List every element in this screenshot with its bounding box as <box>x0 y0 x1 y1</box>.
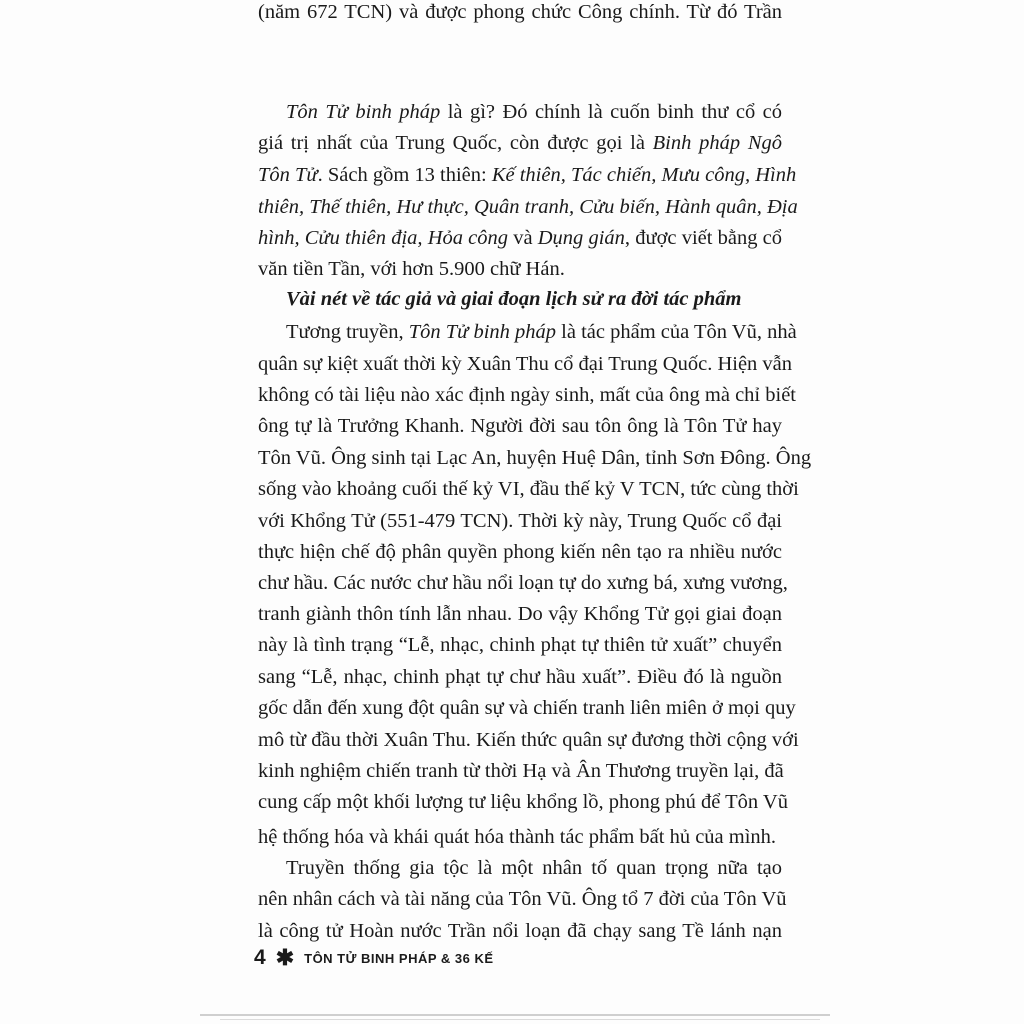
text-line <box>286 100 782 124</box>
text-line <box>258 446 812 470</box>
text-segment: giá trị nhất của Trung Quốc, còn được gọi là <box>258 132 653 154</box>
text-line <box>258 825 782 849</box>
text-segment: nên nhân cách và tài năng của Tôn Vũ. Ông tổ 7 đời của Tôn Vũ <box>258 888 787 910</box>
italic-text: hình, Cửu thiên địa, Hỏa công <box>258 227 509 249</box>
text-segment: là tác phẩm của Tôn Vũ, nhà <box>556 321 797 343</box>
text-line <box>258 887 787 911</box>
text-segment: là công tử Hoàn nước Trần nổi loạn đã chạy sang Tề lánh nạn <box>258 920 782 942</box>
text-line <box>258 0 782 24</box>
italic-text: Tôn Tử binh pháp <box>286 101 441 123</box>
text-line <box>258 602 782 626</box>
text-segment: văn tiền Tần, với hơn 5.900 chữ Hán. <box>258 258 565 280</box>
text-segment: . Sách gồm 13 thiên: <box>317 164 492 186</box>
page-footer <box>254 946 494 970</box>
text-segment: là gì? Đó chính là cuốn binh thư cổ có <box>440 101 782 123</box>
text-segment: Truyền thống gia tộc là một nhân tố quan trọng nữa tạo <box>286 857 782 879</box>
text-segment: cung cấp một khối lượng tư liệu khổng lồ, phong phú để Tôn Vũ <box>258 791 788 813</box>
text-line <box>286 320 797 344</box>
text-segment: ông tự là Trưởng Khanh. Người đời sau tôn ông là Tôn Tử hay <box>258 415 782 437</box>
text-line <box>286 856 782 880</box>
text-segment: gốc dẫn đến xung đột quân sự và chiến tranh liên miên ở mọi quy <box>258 697 796 719</box>
text-line <box>258 257 782 281</box>
text-segment: tranh giành thôn tính lẫn nhau. Do vậy Khổng Tử gọi giai đoạn <box>258 603 782 625</box>
text-segment: quân sự kiệt xuất thời kỳ Xuân Thu cổ đại Trung Quốc. Hiện vẫn <box>258 353 793 375</box>
text-segment: Vài nét về tác giả và giai đoạn lịch sử ra đời tác phẩm <box>286 288 742 310</box>
text-segment: sang “Lễ, nhạc, chinh phạt tự chư hầu xuất”. Điều đó là nguồn <box>258 666 782 688</box>
italic-text: thiên, Thế thiên, Hư thực, Quân tranh, Cửu biến, Hành quân, Địa <box>258 196 798 218</box>
text-segment: (năm 672 TCN) và được phong chức Công chính. Từ đó Trần <box>258 1 782 23</box>
text-segment: chư hầu. Các nước chư hầu nổi loạn tự do xưng bá, xưng vương, <box>258 572 788 594</box>
text-line <box>258 759 782 783</box>
running-title: TÔN TỬ BINH PHÁP & 36 KẾ <box>304 950 494 966</box>
text-line <box>258 728 799 752</box>
section-heading <box>286 287 810 311</box>
text-segment: hệ thống hóa và khái quát hóa thành tác phẩm bất hủ của mình. <box>258 826 777 848</box>
text-line <box>258 383 796 407</box>
text-line <box>258 696 796 720</box>
text-segment: Tôn Vũ. Ông sinh tại Lạc An, huyện Huệ Dân, tỉnh Sơn Đông. Ông <box>258 447 812 469</box>
text-segment: mô từ đầu thời Xuân Thu. Kiến thức quân sự đương thời cộng với <box>258 729 799 751</box>
text-segment: này là tình trạng “Lễ, nhạc, chinh phạt tự thiên tử xuất” chuyển <box>258 634 782 656</box>
scan-edge <box>200 1014 830 1016</box>
text-line <box>258 414 782 438</box>
text-line <box>258 571 788 595</box>
text-line <box>258 195 798 219</box>
text-line <box>258 477 799 501</box>
text-segment: và <box>508 227 538 249</box>
text-segment: với Khổng Tử (551-479 TCN). Thời kỳ này, Trung Quốc cổ đại <box>258 510 782 532</box>
text-line <box>258 352 793 376</box>
text-line <box>258 633 782 657</box>
text-line <box>258 226 782 250</box>
text-segment: Tương truyền, <box>286 321 409 343</box>
text-line <box>258 919 782 943</box>
text-line <box>258 790 788 814</box>
text-line <box>258 540 782 564</box>
text-line <box>258 665 782 689</box>
text-line <box>258 131 782 155</box>
text-line <box>258 509 782 533</box>
italic-text: Tôn Tử <box>258 164 318 186</box>
text-segment: kinh nghiệm chiến tranh từ thời Hạ và Ân Thương truyền lại, đã <box>258 760 784 782</box>
text-segment: thực hiện chế độ phân quyền phong kiến nên tạo ra nhiều nước <box>258 541 782 563</box>
text-segment: sống vào khoảng cuối thế kỷ VI, đầu thế kỷ V TCN, tức cùng thời <box>258 478 799 500</box>
italic-text: Dụng gián <box>537 227 625 249</box>
text-line <box>258 163 797 187</box>
text-segment: không có tài liệu nào xác định ngày sinh, mất của ông mà chỉ biết <box>258 384 796 406</box>
page-number: 4 <box>254 946 266 969</box>
italic-text: Binh pháp Ngô <box>652 132 782 154</box>
asterisk-ornament-icon: ✱ <box>275 945 295 970</box>
italic-text: Kế thiên, Tác chiến, Mưu công, Hình <box>491 164 797 186</box>
text-segment: , được viết bằng cổ <box>624 227 782 249</box>
italic-text: Tôn Tử binh pháp <box>408 321 557 343</box>
scan-edge <box>220 1019 820 1020</box>
